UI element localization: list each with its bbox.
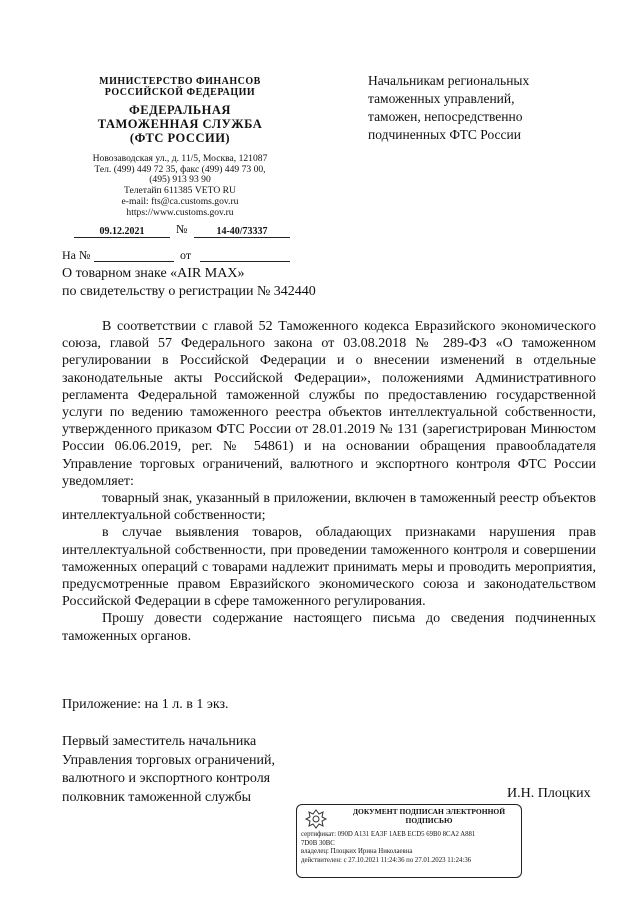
ref-label: На № — [62, 248, 91, 262]
registration-number: 14-40/73337 — [194, 226, 290, 238]
addressee-line: таможен, непосредственно — [368, 109, 523, 124]
service-line: ФЕДЕРАЛЬНАЯ — [129, 103, 231, 117]
signer-position — [62, 733, 275, 807]
website-line[interactable]: https://www.customs.gov.ru — [126, 206, 234, 218]
addressee-line: Начальникам региональных — [368, 73, 530, 88]
addressee-line: подчиненных ФТС России — [368, 127, 521, 142]
certificate-line: сертификат: 090D A131 EA3F 1AEB ECD5 69B0 8CA2 A881 — [301, 831, 476, 838]
service-line: (ФТС РОССИИ) — [129, 131, 231, 145]
position-line: валютного и экспортного контроля — [62, 771, 271, 786]
ministry-name — [60, 76, 300, 98]
position-line: Управления торговых ограничений, — [62, 752, 275, 768]
service-name — [60, 103, 300, 145]
ministry-line: РОССИЙСКОЙ ФЕДЕРАЦИИ — [104, 87, 256, 98]
phone-line: Тел. (499) 449 72 35, факс (499) 449 73 00, — [94, 163, 266, 175]
position-line: полковник таможенной службы — [62, 789, 252, 805]
addressee-line: таможенных управлений, — [368, 91, 515, 106]
emblem-icon — [303, 808, 329, 830]
stamp-title-line: ДОКУМЕНТ ПОДПИСАН ЭЛЕКТРОННОЙ — [352, 807, 506, 816]
letter-subject — [62, 265, 316, 301]
signer-name: И.Н. Плоцких — [507, 786, 591, 801]
annex-note: Приложение: на 1 л. в 1 экз. — [62, 697, 229, 712]
owner-line: владелец: Плоцких Ирина Николаевна — [301, 848, 413, 856]
service-line: ТАМОЖЕННАЯ СЛУЖБА — [97, 117, 263, 131]
certificate-line: 7D0B 30BC — [301, 839, 335, 847]
ref-date-blank — [200, 261, 290, 262]
from-label: от — [180, 248, 192, 262]
body-paragraph: в случае выявления товаров, обладающих признаками нарушения прав интеллектуальной собственности, при проведении таможенного контроля и совершении таможенных операций с товарами надлежит принимать меры и проводить мероприятия, предусмотренные правом Евразийского экономического союза и законодательством Российской Федерации в сфере таможенного регулирования. — [62, 525, 596, 610]
validity-line: действителен: с 27.10.2021 11:24:36 по 27.01.2023 11:24:36 — [301, 856, 472, 864]
body-paragraph: В соответствии с главой 52 Таможенного кодекса Евразийского экономического союза, главой 57 Федерального закона от 03.08.2018 № 289-ФЗ «О таможенном регулировании в Российской Федерации и о внесении изменений в отдельные законодательные акты Российской Федерации», положениями Административного регламента Федеральной таможенной службы по предоставлению государственной услуги по ведению таможенного реестра объектов интеллектуальной собственности, утвержденного приказом ФТС России от 28.01.2019 № 131 (зарегистрирован Минюстом России 06.06.2019, рег. № 54861) и на основании обращения правообладателя Управление торговых ограничений, валютного и экспортного контроля ФТС России уведомляет: — [62, 319, 596, 489]
ref-number-blank — [94, 261, 174, 262]
body-paragraph: товарный знак, указанный в приложении, включен в таможенный реестр объектов интеллектуальной собственности; — [62, 491, 596, 524]
registration-date: 09.12.2021 — [74, 226, 170, 238]
stamp-details — [301, 831, 517, 865]
position-line: Первый заместитель начальника — [62, 734, 257, 749]
contacts-block — [60, 154, 300, 218]
subject-line: по свидетельству о регистрации № 342440 — [62, 284, 316, 299]
number-sign: № — [176, 222, 188, 236]
e-signature-stamp — [296, 804, 522, 878]
phone-line: (495) 913 93 90 — [149, 174, 211, 186]
stamp-title — [341, 807, 517, 825]
ministry-line: МИНИСТЕРСТВО ФИНАНСОВ — [99, 76, 261, 87]
teletype-line: Телетайп 611385 VETO RU — [124, 185, 236, 197]
subject-line: О товарном знаке «AIR MAX» — [62, 266, 245, 281]
body-paragraph: Прошу довести содержание настоящего письма до сведения подчиненных таможенных органов. — [62, 611, 596, 644]
addressee-block — [368, 72, 608, 144]
stamp-title-line: ПОДПИСЬЮ — [405, 816, 453, 825]
email-line[interactable]: e-mail: fts@ca.customs.gov.ru — [121, 195, 239, 207]
address-line: Новозаводская ул., д. 11/5, Москва, 121087 — [92, 153, 268, 164]
letter-body — [62, 318, 596, 645]
